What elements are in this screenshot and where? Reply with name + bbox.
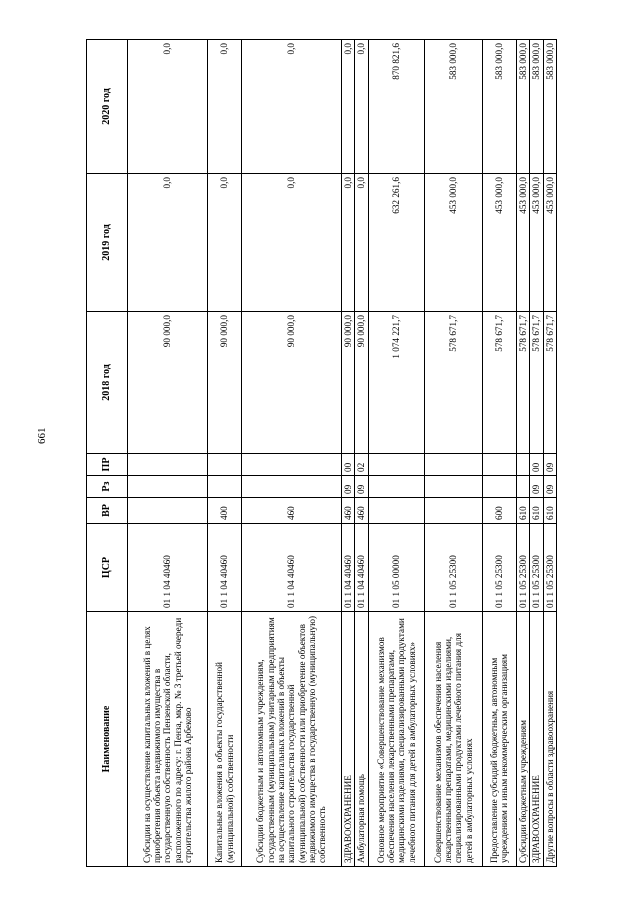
cell-pr: 00 xyxy=(530,454,543,476)
cell-rz: 09 xyxy=(530,476,543,498)
table-row xyxy=(368,40,424,867)
cell-2018: 578 671,7 xyxy=(424,312,482,454)
cell-2019: 0,0 xyxy=(208,174,242,312)
cell-2019: 0,0 xyxy=(128,174,208,312)
table-row xyxy=(342,40,355,867)
cell-csr: 01 1 04 40460 xyxy=(242,524,342,612)
cell-2018: 578 671,7 xyxy=(516,312,529,454)
cell-2018: 90 000,0 xyxy=(128,312,208,454)
cell-2018: 578 671,7 xyxy=(530,312,543,454)
cell-name: Субсидии бюджетным учреждениям xyxy=(516,612,529,867)
cell-2019: 0,0 xyxy=(355,174,368,312)
cell-vr xyxy=(424,498,482,524)
cell-rz xyxy=(208,476,242,498)
cell-pr xyxy=(424,454,482,476)
cell-name: Капитальные вложения в объекты государственной (муниципальной) собственности xyxy=(208,612,242,867)
cell-pr: 02 xyxy=(355,454,368,476)
cell-2020: 0,0 xyxy=(342,40,355,174)
cell-csr: 01 1 05 25300 xyxy=(530,524,543,612)
cell-pr xyxy=(128,454,208,476)
cell-name: Субсидии бюджетным и автономным учреждениям, государственным (муниципальным) унитарным предприятиям на осуществление капитальных вложений в объекты капитального строительства государственной (муниципальной) собственности или приобретение объектов недвижимого имущества в государственную (муниципальную) собственность xyxy=(242,612,342,867)
table-row xyxy=(482,40,516,867)
cell-rz xyxy=(516,476,529,498)
cell-csr: 01 1 05 00000 xyxy=(368,524,424,612)
table-row xyxy=(128,40,208,867)
cell-2020: 583 000,0 xyxy=(482,40,516,174)
cell-pr xyxy=(482,454,516,476)
cell-rz xyxy=(368,476,424,498)
header-name: Наименование xyxy=(87,612,128,867)
header-row xyxy=(87,40,128,867)
cell-2020: 870 821,6 xyxy=(368,40,424,174)
cell-csr: 01 1 04 40460 xyxy=(355,524,368,612)
cell-2019: 453 000,0 xyxy=(482,174,516,312)
cell-2018: 1 074 221,7 xyxy=(368,312,424,454)
cell-2018: 578 671,7 xyxy=(482,312,516,454)
cell-2020: 583 000,0 xyxy=(530,40,543,174)
header-2018: 2018 год xyxy=(87,312,128,454)
header-csr: ЦСР xyxy=(87,524,128,612)
cell-csr: 01 1 04 40460 xyxy=(208,524,242,612)
cell-vr: 460 xyxy=(355,498,368,524)
cell-2019: 0,0 xyxy=(242,174,342,312)
cell-vr: 610 xyxy=(516,498,529,524)
cell-vr xyxy=(128,498,208,524)
cell-2019: 453 000,0 xyxy=(543,174,556,312)
cell-name: Амбулаторная помощь xyxy=(355,612,368,867)
cell-name: Предоставление субсидий бюджетным, автономным учреждениям и иным некоммерческим организациям xyxy=(482,612,516,867)
cell-2020: 0,0 xyxy=(208,40,242,174)
cell-pr: 00 xyxy=(342,454,355,476)
cell-2018: 578 671,7 xyxy=(543,312,556,454)
header-rz: Рз xyxy=(87,476,128,498)
cell-2019: 453 000,0 xyxy=(530,174,543,312)
cell-name: Основное мероприятие «Совершенствование механизмов обеспечения населения лекарственными препаратами, медицинскими изделиями, специализированными продуктами лечебного питания для детей в амбулаторных условиях» xyxy=(368,612,424,867)
cell-csr: 01 1 04 40460 xyxy=(342,524,355,612)
cell-2018: 90 000,0 xyxy=(355,312,368,454)
cell-pr xyxy=(368,454,424,476)
header-vr: ВР xyxy=(87,498,128,524)
cell-vr: 400 xyxy=(208,498,242,524)
header-2020: 2020 год xyxy=(87,40,128,174)
cell-2020: 0,0 xyxy=(128,40,208,174)
table-row xyxy=(516,40,529,867)
table-row xyxy=(355,40,368,867)
cell-vr: 610 xyxy=(530,498,543,524)
cell-2019: 453 000,0 xyxy=(516,174,529,312)
cell-pr: 09 xyxy=(543,454,556,476)
table-row xyxy=(543,40,556,867)
table-row xyxy=(530,40,543,867)
cell-csr: 01 1 05 25300 xyxy=(424,524,482,612)
cell-rz xyxy=(242,476,342,498)
table-row xyxy=(242,40,342,867)
page-number: 661 xyxy=(36,427,48,444)
cell-csr: 01 1 05 25300 xyxy=(543,524,556,612)
cell-rz xyxy=(424,476,482,498)
cell-vr: 460 xyxy=(342,498,355,524)
cell-vr: 610 xyxy=(543,498,556,524)
cell-pr xyxy=(242,454,342,476)
table-row xyxy=(424,40,482,867)
cell-2020: 583 000,0 xyxy=(516,40,529,174)
cell-2018: 90 000,0 xyxy=(342,312,355,454)
cell-pr xyxy=(516,454,529,476)
cell-csr: 01 1 05 25300 xyxy=(482,524,516,612)
cell-rz: 09 xyxy=(355,476,368,498)
table-body xyxy=(128,40,557,867)
budget-table xyxy=(86,39,557,867)
cell-2019: 453 000,0 xyxy=(424,174,482,312)
cell-2019: 632 261,6 xyxy=(368,174,424,312)
cell-2018: 90 000,0 xyxy=(208,312,242,454)
cell-2020: 583 000,0 xyxy=(543,40,556,174)
cell-vr: 600 xyxy=(482,498,516,524)
cell-2020: 0,0 xyxy=(355,40,368,174)
header-pr: ПР xyxy=(87,454,128,476)
cell-rz: 09 xyxy=(342,476,355,498)
cell-rz xyxy=(482,476,516,498)
rotated-page-content xyxy=(86,40,555,867)
cell-csr: 01 1 05 25300 xyxy=(516,524,529,612)
cell-2020: 0,0 xyxy=(242,40,342,174)
cell-2019: 0,0 xyxy=(342,174,355,312)
cell-name: ЗДРАВООХРАНЕНИЕ xyxy=(342,612,355,867)
cell-2018: 90 000,0 xyxy=(242,312,342,454)
cell-2020: 583 000,0 xyxy=(424,40,482,174)
cell-rz: 09 xyxy=(543,476,556,498)
cell-pr xyxy=(208,454,242,476)
cell-name: ЗДРАВООХРАНЕНИЕ xyxy=(530,612,543,867)
cell-name: Совершенствование механизмов обеспечения населения лекарственными препаратами, медицинскими изделиями, специализированными продуктами лечебного питания для детей в амбулаторных условиях xyxy=(424,612,482,867)
cell-vr xyxy=(368,498,424,524)
cell-name: Субсидии на осуществление капитальных вложений в целях приобретения объекта недвижимого имущества в государственную собственность Пензенской области, расположенного по адресу: г. Пенза, мкр. № 3 третьей очереди строительства жилого района Арбеково xyxy=(128,612,208,867)
table-row xyxy=(208,40,242,867)
header-2019: 2019 год xyxy=(87,174,128,312)
cell-name: Другие вопросы в области здравоохранения xyxy=(543,612,556,867)
cell-csr: 01 1 04 40460 xyxy=(128,524,208,612)
cell-rz xyxy=(128,476,208,498)
cell-vr: 460 xyxy=(242,498,342,524)
